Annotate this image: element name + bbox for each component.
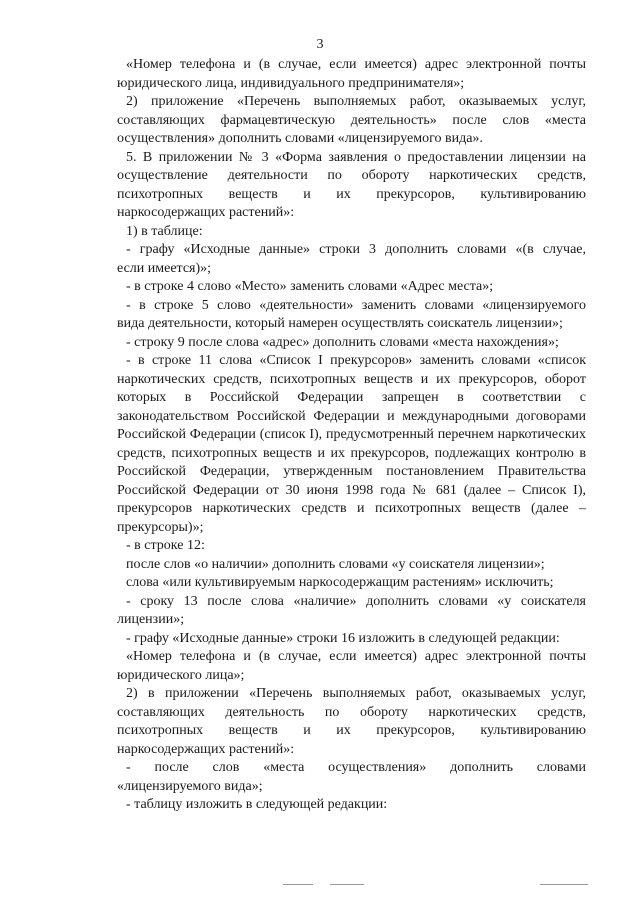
- page-number: 3: [316, 37, 324, 52]
- text-line: «лицензируемого вида»;: [117, 778, 263, 794]
- text-line: юридического лица, индивидуального предпринимателя»;: [117, 75, 465, 91]
- text-line: Российской Федерации (список I), предусмотренный перечнем наркотических: [117, 427, 586, 442]
- text-line: осуществления» дополнить словами «лицензируемого вида».: [117, 131, 483, 146]
- text-line: составляющих деятельность по обороту наркотических средств,: [117, 704, 586, 720]
- text-line: - графу «Исходные данные» строки 3 дополнить словами «(в случае,: [126, 242, 586, 257]
- text-line: - таблицу изложить в следующей редакции:: [126, 797, 388, 812]
- text-line: если имеется)»;: [117, 260, 212, 276]
- text-line: которых в Российской Федерации запрещен в соответствии с: [117, 390, 586, 405]
- text-line: - строку 9 после слова «адрес» дополнить словами «места нахождения»;: [126, 334, 559, 350]
- text-line: юридического лица»;: [117, 667, 245, 683]
- text-line: - в строке 11 слова «Список I прекурсоров» заменить словами «список: [126, 353, 586, 368]
- document-body: [117, 56, 586, 815]
- text-line: психотропных веществ и их прекурсоров, культивированию: [117, 186, 586, 202]
- text-line: - после слов «места осуществления» дополнить словами: [126, 760, 586, 775]
- text-line: Российской Федерации от 30 июня 1998 года № 681 (далее – Список I),: [117, 482, 586, 498]
- text-line: «Номер телефона и (в случае, если имеется) адрес электронной почты: [126, 57, 586, 72]
- text-line: наркотических средств, психотропных веществ и их прекурсоров, оборот: [117, 371, 586, 387]
- text-line: психотропных веществ и их прекурсоров, культивированию: [117, 723, 586, 738]
- text-line: средств, психотропных веществ и их прекурсоров, подлежащих контролю в: [117, 445, 586, 461]
- text-line: наркосодержащих растений»:: [117, 205, 295, 220]
- text-line: слова «или культивируемым наркосодержащим растениям» исключить;: [126, 575, 554, 590]
- text-line: осуществление деятельности по обороту наркотических средств,: [117, 168, 586, 183]
- text-line: составляющих фармацевтическую деятельность» после слов «места: [117, 112, 586, 128]
- text-line: после слов «о наличии» дополнить словами «у соискателя лицензии»;: [126, 556, 545, 572]
- text-line: Российской Федерации, утвержденным постановлением Правительства: [117, 464, 586, 479]
- text-line: законодательством Российской Федерации и международными договорами: [117, 408, 586, 424]
- text-line: лицензии»;: [117, 612, 185, 627]
- text-line: - в строке 12:: [126, 538, 205, 553]
- scan-artifact-marks: [0, 884, 640, 890]
- text-line: - графу «Исходные данные» строки 16 изложить в следующей редакции:: [126, 630, 560, 646]
- text-line: - в строке 4 слово «Место» заменить словами «Адрес места»;: [126, 279, 494, 294]
- text-line: - сроку 13 после слова «наличие» дополнить словами «у соискателя: [126, 593, 586, 609]
- text-line: вида деятельности, который намерен осуществлять соискатель лицензии»;: [117, 316, 563, 331]
- text-line: наркосодержащих растений»:: [117, 741, 295, 757]
- text-line: 2) в приложении «Перечень выполняемых работ, оказываемых услуг,: [126, 686, 586, 701]
- text-line: «Номер телефона и (в случае, если имеется) адрес электронной почты: [126, 649, 586, 664]
- text-line: 5. В приложении № 3 «Форма заявления о предоставлении лицензии на: [126, 149, 586, 165]
- text-line: 1) в таблице:: [126, 223, 203, 239]
- text-line: прекурсоры)»;: [117, 519, 204, 535]
- text-line: прекурсоров наркотических средств и психотропных веществ (далее –: [117, 501, 586, 516]
- text-line: 2) приложение «Перечень выполняемых работ, оказываемых услуг,: [126, 94, 586, 109]
- text-line: - в строке 5 слово «деятельности» заменить словами «лицензируемого: [126, 297, 586, 313]
